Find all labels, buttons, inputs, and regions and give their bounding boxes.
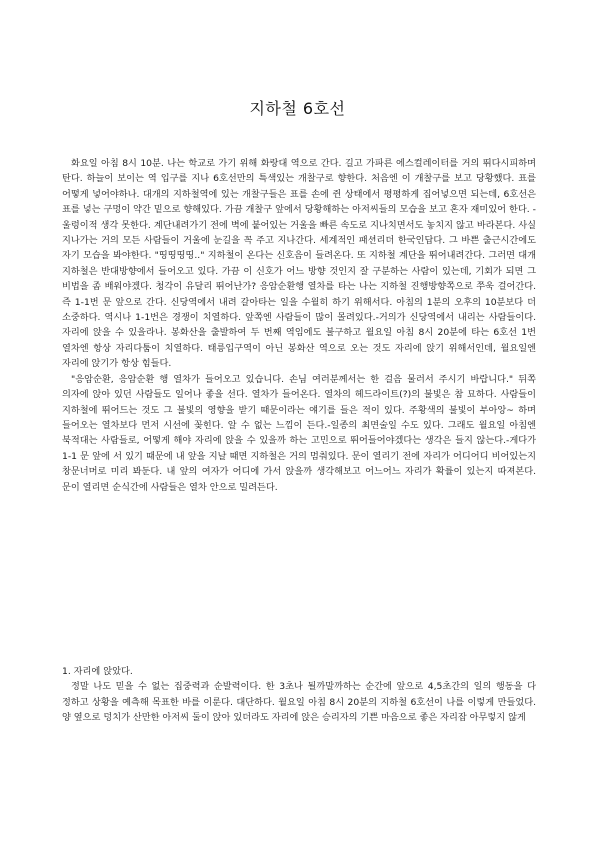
section-heading: 1. 자리에 앉았다.	[62, 666, 133, 677]
section-paragraph: 정말 나도 믿을 수 없는 집중력과 순발력이다. 한 3초나 될까말까하는 순간에 앞으로 4,5초간의 일의 행동을 다 정하고 상황을 예측해 목표한 바를 이룬다. 대단하다. 월요일 아침 8시 20분의 지하철 6호선이 나를 이렇게 만들었다. 양 옆으로 덩치가 산만한 아저씨 둘이 앉아 있더라도 자리에 앉은 승리자의 기쁜 마음으로 좋은 자리잡 아무렇지 않게	[62, 681, 536, 724]
document-title: 지하철 6호선	[249, 99, 346, 118]
document-body	[62, 156, 536, 495]
section-1	[62, 664, 536, 726]
paragraph: 화요일 아침 8시 10분. 나는 학교로 가기 위해 화랑대 역으로 간다. 길고 가파른 에스컬레이터를 거의 뛰다시피하며 탄다. 하늘이 보이는 역 입구를 지나 6호선만의 특색있는 개찰구로 향한다. 처음엔 이 개찰구를 보고 당황했다. 표를 어떻게 넣어야하나. 대개의 지하철역에 있는 개찰구들은 표를 손에 쥔 상태에서 평평하게 집어넣으면 되는데, 6호선은 표를 넣는 구멍이 약간 밑으로 향해있다. 가끔 개찰구 앞에서 당황해하는 아저씨들의 모습을 보고 혼자 재미있어 한다. - 울렁이적 생각 못한다. 계단내려가기 전에 벽에 붙어있는 거울을 빠른 속도로 지나치면서도 놓치지 않고 바라본다. 사실 지나가는 거의 모든 사람들이 거울에 눈길을 꼭 주고 지나간다. 세계적인 패션리더 한국인답다. 그 바쁜 출근시간에도 자기 모습을 봐야한다. "띵띵띵띵.." 지하철이 온다는 신호음이 들려온다. 또 지하철 계단을 뛰어내려간다. 그러면 대개 지하철은 반대방향에서 들어오고 있다. 가끔 이 신호가 어느 방향 것인지 잘 구분하는 사람이 있는데, 기회가 되면 그 비법을 좀 배워야겠다. 청각이 유달리 뛰어난가? 응암순환행 열차를 타는 나는 지하철 진행방향쪽으로 쭈욱 걸어간다. 즉 1-1번 문 앞으로 간다. 신당역에서 내려 갈아타는 일을 수월히 하기 위해서다. 아침의 1분의 오후의 10분보다 더 소중하다. 역시나 1-1번은 경쟁이 치열하다. 앞쪽엔 사람들이 많이 몰려있다.-거의가 신당역에서 내리는 사람들이다. 자리에 앉을 수 있을라나. 봉화산을 출발하여 두 번째 역임에도 불구하고 월요일 아침 8시 20분에 타는 6호선 1번 열차엔 항상 자리다툼이 치열하다. 태릉입구역이 아닌 봉화산 역으로 오는 것도 자리에 앉기 위해서인데, 월요일엔 자리에 앉기가 항상 힘들다.	[62, 158, 536, 370]
paragraph: "응암순환, 응암순환 행 열차가 들어오고 있습니다. 손님 여러분께서는 한 걸음 물러서 주시기 바랍니다." 뒤쪽 의자에 앉아 있던 사람들도 일어나 좋을 선다. 열차가 들어온다. 열차의 헤드라이트(?)의 불빛은 참 묘하다. 사람들이 지하철에 뛰어드는 것도 그 불빛의 영향을 받기 때문이라는 얘기를 들은 적이 있다. 주황색의 불빛이 부아앙~ 하며 들어오는 열차보다 먼저 시선에 꽂힌다. 알 수 없는 느낌이 든다.-일종의 최면술일 수도 있다. 그래도 월요일 아침엔 북적대는 사람들로, 어떻게 해야 자리에 앉을 수 있을까 하는 고민으로 뛰어들어야겠다는 생각은 들지 않는다.-게다가 1-1 문 앞에 서 있기 때문에 내 앞을 지날 때면 지하철은 거의 멈춰있다. 문이 열리기 전에 자리가 어디어디 비어있는지 창문너머로 미리 봐둔다. 내 앞의 여자가 어디에 가서 앉을까 생각해보고 어느어느 자리가 확률이 있는지 따져본다. 문이 열리면 순식간에 사람들은 열차 안으로 밀려든다.	[62, 373, 536, 493]
